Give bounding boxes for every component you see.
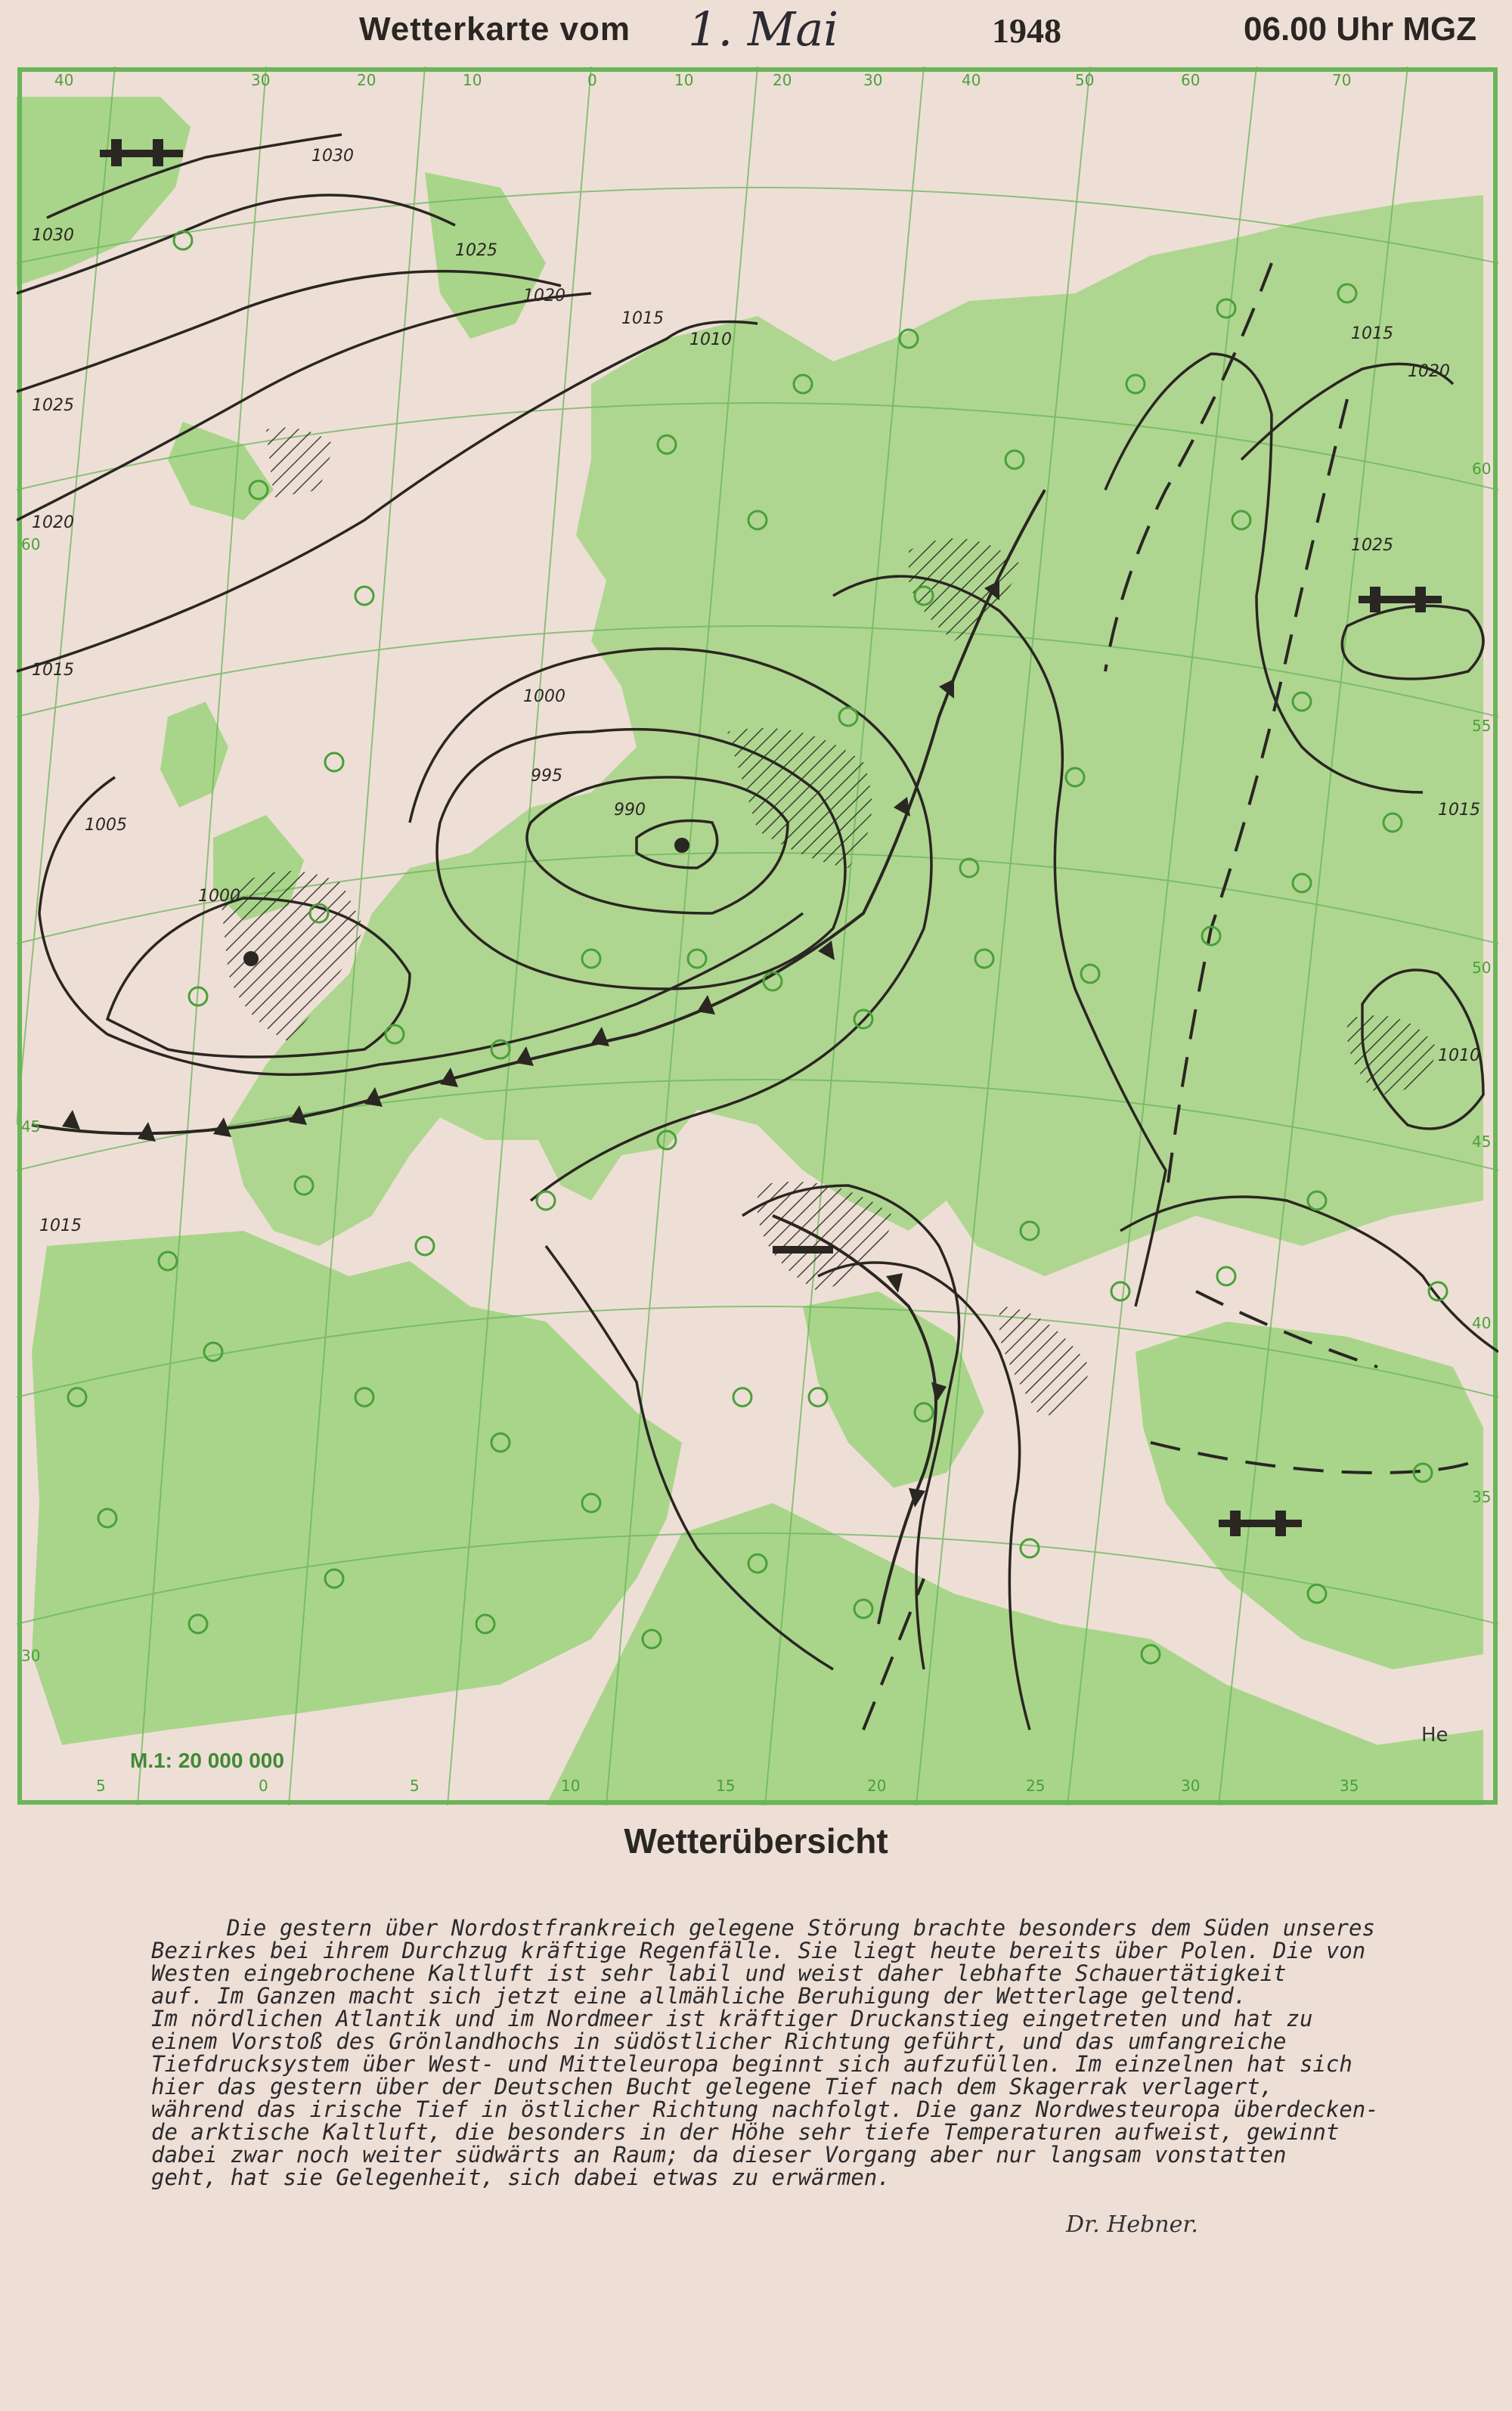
lon-label-top: 50 [1075, 71, 1095, 89]
summary-line: dabei zwar noch weiter südwärts an Raum; da dieser Vorgang aber nur langsam vonstatten [151, 2142, 1287, 2168]
lon-label-bottom: 20 [867, 1777, 887, 1795]
isobar-label: 1015 [39, 1216, 82, 1235]
map-canvas [17, 67, 1498, 1805]
header-date: 1. Mai [688, 2, 839, 57]
isobar-label: 1010 [1438, 1046, 1480, 1065]
lat-label-left: 30 [21, 1647, 41, 1665]
lon-label-top: 60 [1181, 71, 1201, 89]
lon-label-bottom: 30 [1181, 1777, 1201, 1795]
lon-label-top: 20 [773, 71, 792, 89]
isobar-label: 1030 [32, 226, 74, 245]
lon-label-bottom: 5 [96, 1777, 106, 1795]
isobar-label: 1025 [32, 396, 74, 415]
summary-line: während das irische Tief in östlicher Richtung nachfolgt. Die ganz Nordwesteuropa überdecken- [151, 2096, 1379, 2122]
lat-label-right: 60 [1472, 460, 1492, 478]
lon-label-top: 10 [463, 71, 482, 89]
lon-label-top: 40 [54, 71, 74, 89]
lon-label-top: 0 [587, 71, 597, 89]
weather-map [17, 67, 1498, 1805]
isobar-label: 990 [614, 801, 646, 820]
summary-line: Im nördlichen Atlantik und im Nordmeer ist kräftiger Druckanstieg eingetreten und hat zu [151, 2006, 1313, 2031]
lat-label-right: 35 [1472, 1488, 1492, 1506]
header-time: 06.00 Uhr MGZ [1244, 11, 1477, 48]
lat-label-right: 55 [1472, 717, 1492, 735]
lon-label-bottom: 35 [1340, 1777, 1359, 1795]
isobar-label: 995 [531, 767, 562, 786]
lon-label-bottom: 15 [716, 1777, 736, 1795]
isobar-label: 1000 [198, 887, 240, 906]
isobar-label: 1020 [1408, 362, 1450, 381]
lat-label-right: 50 [1472, 959, 1492, 977]
lon-label-top: 10 [674, 71, 694, 89]
lon-label-top: 30 [251, 71, 271, 89]
lon-label-bottom: 0 [259, 1777, 268, 1795]
map-header [0, 0, 1512, 68]
header-year: 1948 [992, 11, 1061, 50]
isobar-label: 1020 [523, 287, 565, 305]
lon-label-bottom: 5 [410, 1777, 420, 1795]
isobar-label: 1015 [1351, 324, 1393, 343]
isobar-label: 1015 [1438, 801, 1480, 820]
isobar-label: 1000 [523, 687, 565, 706]
isobar-label: 1010 [689, 330, 732, 349]
lat-label-left: 60 [21, 535, 41, 553]
summary-line: auf. Im Ganzen macht sich jetzt eine allmähliche Beruhigung der Wetterlage geltend. [151, 1983, 1247, 2009]
isobar-label: 1025 [1351, 536, 1393, 555]
summary-line: einem Vorstoß des Grönlandhochs in südöstlicher Richtung geführt, und das umfangreiche [151, 2028, 1287, 2054]
lon-label-bottom: 10 [561, 1777, 581, 1795]
lon-label-bottom: 25 [1026, 1777, 1046, 1795]
isobar-label: 1015 [32, 661, 74, 680]
summary-title: Wetterübersicht [624, 1821, 888, 1861]
header-title: Wetterkarte vom [359, 11, 631, 48]
lon-label-top: 40 [962, 71, 981, 89]
summary-line: Bezirkes bei ihrem Durchzug kräftige Regenfälle. Sie liegt heute bereits über Polen. Die von [151, 1938, 1366, 1963]
map-scale: M.1: 20 000 000 [130, 1749, 284, 1772]
summary-line: hier das gestern über der Deutschen Bucht gelegene Tief nach dem Skagerrak verlagert, [151, 2074, 1274, 2100]
summary-text [151, 1917, 1391, 2189]
lon-label-top: 20 [357, 71, 376, 89]
author-signature: Dr. Hebner. [1066, 2211, 1198, 2238]
summary-line: Die gestern über Nordostfrankreich gelegene Störung brachte besonders dem Süden unseres [227, 1915, 1375, 1941]
isobar-label: 1015 [621, 309, 664, 328]
summary-line: de arktische Kaltluft, die besonders in der Höhe sehr tiefe Temperaturen aufweist, gewinnt [151, 2119, 1340, 2145]
lat-label-right: 40 [1472, 1314, 1492, 1332]
map-initials: He [1421, 1724, 1448, 1746]
isobar-label: 1025 [455, 241, 497, 260]
lon-label-top: 30 [863, 71, 883, 89]
lon-label-top: 70 [1332, 71, 1352, 89]
isobar-label: 1030 [311, 147, 354, 166]
summary-line: Westen eingebrochene Kaltluft ist sehr labil und weist daher lebhafte Schauertätigkeit [151, 1960, 1287, 1986]
isobar-label: 1005 [85, 816, 127, 835]
isobar-label: 1020 [32, 513, 74, 532]
summary-line: geht, hat sie Gelegenheit, sich dabei etwas zu erwärmen. [151, 2165, 891, 2190]
summary-line: Tiefdrucksystem über West- und Mitteleuropa beginnt sich aufzufüllen. Im einzelnen hat sich [151, 2051, 1352, 2077]
lat-label-left: 45 [21, 1117, 41, 1136]
lat-label-right: 45 [1472, 1133, 1492, 1151]
